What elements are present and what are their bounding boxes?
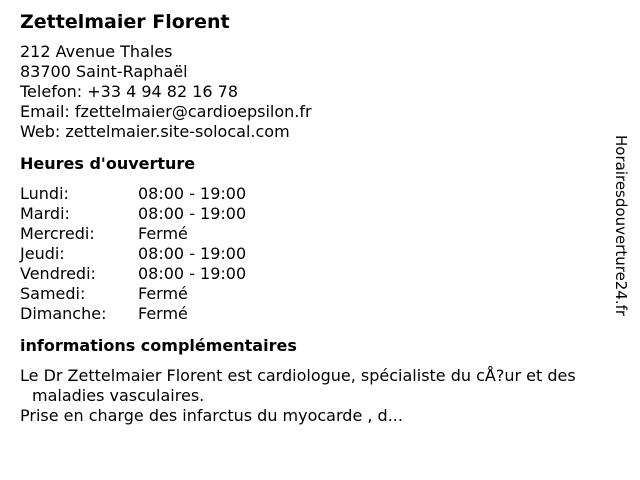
- address-line-city: 83700 Saint-Raphaël: [20, 62, 188, 81]
- day-label: Mardi:: [20, 204, 70, 223]
- opening-hours-heading: Heures d'ouverture: [20, 154, 196, 173]
- day-label: Jeudi:: [20, 244, 65, 263]
- hours-value: 08:00 - 19:00: [138, 244, 247, 263]
- hours-row-monday: [20, 184, 246, 204]
- hours-value: Fermé: [138, 304, 188, 323]
- practice-listing: [20, 10, 620, 426]
- hours-row-tuesday: [20, 204, 246, 224]
- hours-row-saturday: [20, 284, 246, 304]
- hours-value: Fermé: [138, 224, 188, 243]
- practice-name: Zettelmaier Florent: [20, 11, 230, 33]
- hours-row-thursday: [20, 244, 246, 264]
- hours-value: 08:00 - 19:00: [138, 184, 247, 203]
- hours-row-sunday: [20, 304, 246, 324]
- address-line-street: 212 Avenue Thales: [20, 42, 173, 61]
- additional-info-text: [20, 366, 620, 426]
- day-label: Mercredi:: [20, 224, 95, 243]
- day-label: Dimanche:: [20, 304, 107, 323]
- web-line: Web: zettelmaier.site-solocal.com: [20, 122, 290, 141]
- site-brand-vertical: Horairesdouverture24.fr: [612, 135, 630, 317]
- additional-info-heading: informations complémentaires: [20, 336, 297, 355]
- info-paragraph-specialty: Le Dr Zettelmaier Florent est cardiologue, spécialiste du cÅ?ur et des maladies vasculaires.: [20, 366, 576, 405]
- phone-line: Telefon: +33 4 94 82 16 78: [20, 82, 239, 101]
- hours-row-friday: [20, 264, 246, 284]
- opening-hours-table: [20, 184, 246, 324]
- hours-value: 08:00 - 19:00: [138, 264, 247, 283]
- hours-value: Fermé: [138, 284, 188, 303]
- day-label: Lundi:: [20, 184, 69, 203]
- day-label: Samedi:: [20, 284, 86, 303]
- hours-value: 08:00 - 19:00: [138, 204, 247, 223]
- info-paragraph-care: Prise en charge des infarctus du myocarde , d...: [20, 406, 403, 425]
- email-line: Email: fzettelmaier@cardioepsilon.fr: [20, 102, 312, 121]
- hours-row-wednesday: [20, 224, 246, 244]
- day-label: Vendredi:: [20, 264, 96, 283]
- contact-block: [20, 42, 620, 142]
